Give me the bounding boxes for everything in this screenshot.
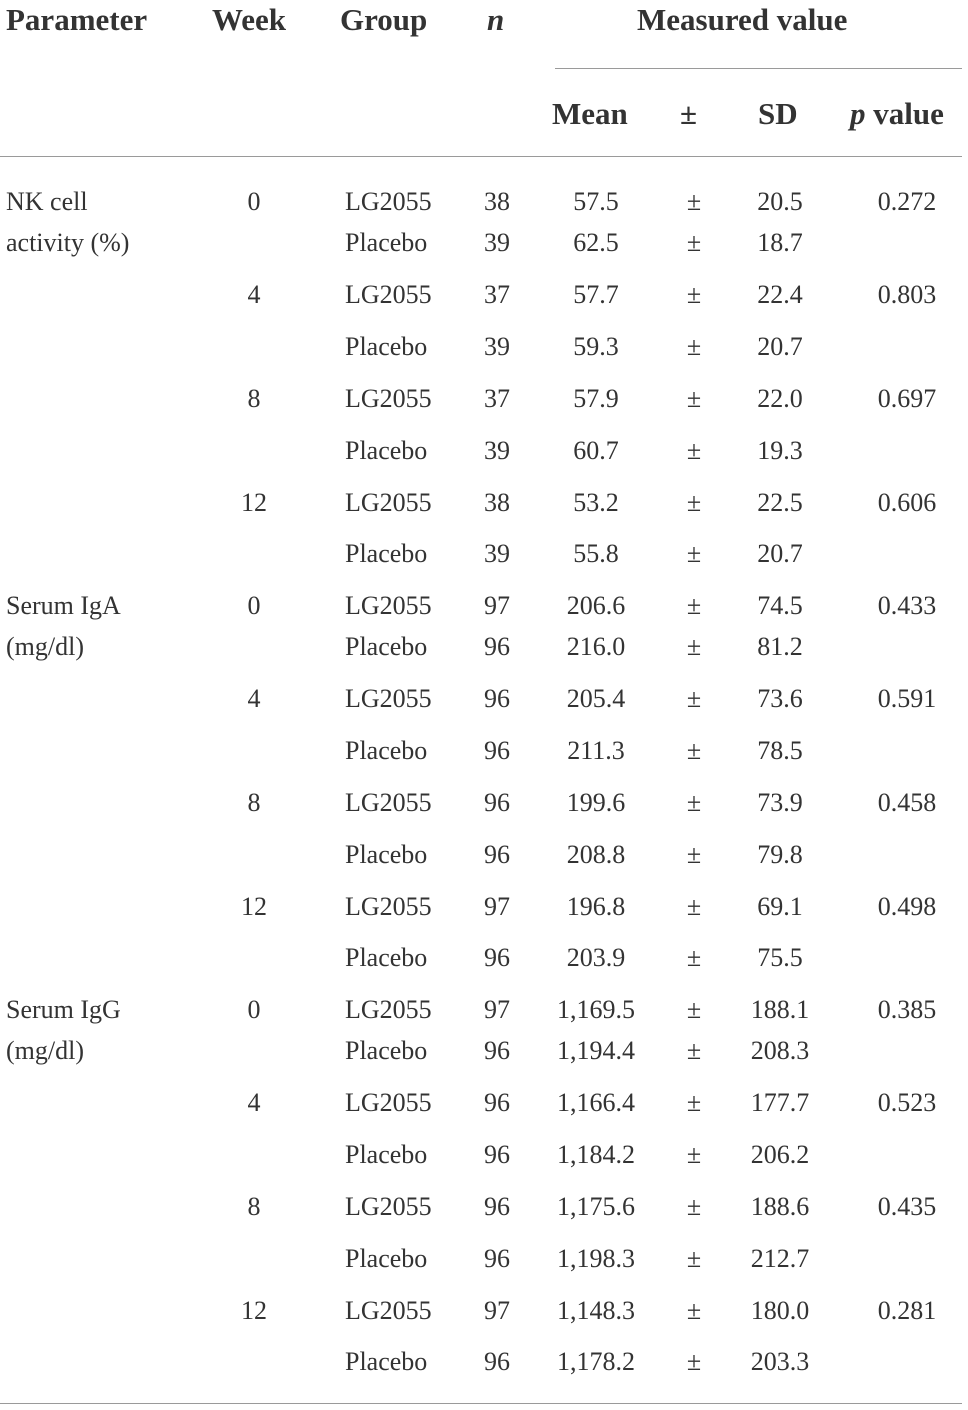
- cell-n: 37: [484, 384, 510, 413]
- cell-n: 97: [484, 591, 510, 620]
- pm-symbol: ±: [686, 736, 702, 765]
- cell-n: 97: [484, 892, 510, 921]
- cell-group: Placebo: [345, 632, 428, 661]
- cell-week: 0: [247, 995, 261, 1024]
- header-week: Week: [212, 2, 287, 37]
- cell-group: LG2055: [345, 995, 432, 1024]
- pm-symbol: ±: [686, 1244, 702, 1273]
- cell-week: 4: [247, 1088, 261, 1117]
- parameter-label-line2: (mg/dl): [6, 1036, 84, 1065]
- cell-mean: 1,166.4: [557, 1088, 635, 1117]
- cell-sd: 74.5: [757, 591, 803, 620]
- cell-sd: 22.5: [757, 488, 803, 517]
- pm-symbol: ±: [686, 280, 702, 309]
- header-sd: SD: [758, 96, 798, 131]
- cell-mean: 1,184.2: [557, 1140, 635, 1169]
- table-bottom-rule: [0, 1403, 962, 1404]
- cell-group: LG2055: [345, 591, 432, 620]
- cell-group: LG2055: [345, 684, 432, 713]
- cell-week: 0: [247, 187, 261, 216]
- cell-week: 0: [247, 591, 261, 620]
- cell-group: LG2055: [345, 892, 432, 921]
- pm-symbol: ±: [686, 943, 702, 972]
- parameter-label-line1: NK cell: [6, 187, 88, 216]
- pm-symbol: ±: [686, 332, 702, 361]
- cell-sd: 18.7: [757, 228, 803, 257]
- cell-p: 0.523: [877, 1088, 937, 1117]
- parameter-label-line2: (mg/dl): [6, 632, 84, 661]
- cell-week: 12: [241, 892, 267, 921]
- header-measured-value: Measured value: [637, 2, 848, 37]
- cell-p: 0.803: [877, 280, 937, 309]
- cell-group: LG2055: [345, 788, 432, 817]
- cell-sd: 69.1: [757, 892, 803, 921]
- pm-symbol: ±: [686, 1036, 702, 1065]
- pm-symbol: ±: [686, 840, 702, 869]
- cell-mean: 199.6: [566, 788, 626, 817]
- cell-sd: 22.0: [757, 384, 803, 413]
- cell-mean: 205.4: [566, 684, 626, 713]
- cell-group: LG2055: [345, 384, 432, 413]
- cell-p: 0.591: [877, 684, 937, 713]
- parameter-label-line1: Serum IgG: [6, 995, 121, 1024]
- cell-mean: 1,198.3: [557, 1244, 635, 1273]
- cell-mean: 53.2: [573, 488, 619, 517]
- cell-week: 4: [247, 684, 261, 713]
- cell-n: 97: [484, 995, 510, 1024]
- cell-mean: 211.3: [567, 736, 625, 765]
- cell-group: Placebo: [345, 228, 428, 257]
- header-n: n: [487, 2, 505, 37]
- cell-p: 0.697: [877, 384, 937, 413]
- cell-week: 8: [247, 1192, 261, 1221]
- header-p-italic: p: [850, 96, 866, 131]
- cell-week: 8: [247, 384, 261, 413]
- header-bottom-rule: [0, 156, 962, 157]
- cell-sd: 188.1: [750, 995, 810, 1024]
- cell-mean: 196.8: [566, 892, 626, 921]
- cell-mean: 203.9: [566, 943, 626, 972]
- cell-n: 96: [484, 840, 510, 869]
- cell-mean: 208.8: [566, 840, 626, 869]
- cell-group: LG2055: [345, 1192, 432, 1221]
- pm-symbol: ±: [686, 187, 702, 216]
- cell-sd: 20.7: [757, 332, 803, 361]
- cell-p: 0.281: [877, 1296, 937, 1325]
- cell-sd: 73.9: [757, 788, 803, 817]
- cell-mean: 57.9: [573, 384, 619, 413]
- cell-mean: 60.7: [573, 436, 619, 465]
- cell-mean: 57.7: [573, 280, 619, 309]
- cell-group: LG2055: [345, 280, 432, 309]
- parameter-label: [6, 593, 121, 660]
- cell-sd: 81.2: [757, 632, 803, 661]
- cell-n: 39: [484, 228, 510, 257]
- cell-mean: 1,178.2: [557, 1347, 635, 1376]
- cell-n: 96: [484, 1088, 510, 1117]
- cell-group: Placebo: [345, 1140, 428, 1169]
- cell-p: 0.385: [877, 995, 937, 1024]
- header-p-value: [850, 96, 944, 132]
- pm-symbol: ±: [686, 788, 702, 817]
- cell-sd: 20.7: [757, 539, 803, 568]
- cell-sd: 19.3: [757, 436, 803, 465]
- cell-mean: 1,175.6: [557, 1192, 635, 1221]
- cell-mean: 1,169.5: [557, 995, 635, 1024]
- cell-n: 96: [484, 1244, 510, 1273]
- cell-sd: 22.4: [757, 280, 803, 309]
- cell-mean: 62.5: [573, 228, 619, 257]
- cell-n: 38: [484, 187, 510, 216]
- header-pm: ±: [680, 96, 698, 131]
- cell-group: LG2055: [345, 1296, 432, 1325]
- pm-symbol: ±: [686, 488, 702, 517]
- pm-symbol: ±: [686, 436, 702, 465]
- cell-week: 4: [247, 280, 261, 309]
- pm-symbol: ±: [686, 591, 702, 620]
- cell-week: 8: [247, 788, 261, 817]
- cell-n: 97: [484, 1296, 510, 1325]
- header-parameter: Parameter: [6, 2, 148, 37]
- pm-symbol: ±: [686, 539, 702, 568]
- pm-symbol: ±: [686, 632, 702, 661]
- cell-p: 0.458: [877, 788, 937, 817]
- parameter-label: [6, 189, 129, 256]
- cell-group: Placebo: [345, 736, 428, 765]
- cell-group: Placebo: [345, 1347, 428, 1376]
- pm-symbol: ±: [686, 1192, 702, 1221]
- cell-group: Placebo: [345, 840, 428, 869]
- cell-week: 12: [241, 488, 267, 517]
- cell-sd: 78.5: [757, 736, 803, 765]
- cell-p: 0.435: [877, 1192, 937, 1221]
- cell-sd: 203.3: [750, 1347, 810, 1376]
- cell-sd: 212.7: [750, 1244, 810, 1273]
- cell-sd: 180.0: [750, 1296, 810, 1325]
- cell-n: 39: [484, 436, 510, 465]
- cell-mean: 1,194.4: [557, 1036, 635, 1065]
- cell-sd: 75.5: [757, 943, 803, 972]
- cell-group: Placebo: [345, 332, 428, 361]
- parameter-label: [6, 997, 121, 1064]
- cell-sd: 73.6: [757, 684, 803, 713]
- pm-symbol: ±: [686, 1347, 702, 1376]
- pm-symbol: ±: [686, 995, 702, 1024]
- pm-symbol: ±: [686, 684, 702, 713]
- cell-n: 96: [484, 684, 510, 713]
- pm-symbol: ±: [686, 1140, 702, 1169]
- cell-week: 12: [241, 1296, 267, 1325]
- cell-n: 38: [484, 488, 510, 517]
- pm-symbol: ±: [686, 384, 702, 413]
- cell-sd: 188.6: [750, 1192, 810, 1221]
- cell-n: 96: [484, 943, 510, 972]
- cell-n: 96: [484, 736, 510, 765]
- cell-n: 39: [484, 332, 510, 361]
- cell-n: 96: [484, 1192, 510, 1221]
- cell-mean: 57.5: [573, 187, 619, 216]
- cell-group: LG2055: [345, 187, 432, 216]
- pm-symbol: ±: [686, 228, 702, 257]
- cell-n: 96: [484, 1140, 510, 1169]
- cell-group: Placebo: [345, 436, 428, 465]
- cell-group: Placebo: [345, 539, 428, 568]
- header-subrule: [555, 68, 962, 69]
- cell-mean: 1,148.3: [557, 1296, 635, 1325]
- cell-n: 39: [484, 539, 510, 568]
- cell-group: LG2055: [345, 488, 432, 517]
- header-group: Group: [340, 2, 428, 37]
- cell-group: LG2055: [345, 1088, 432, 1117]
- cell-mean: 216.0: [566, 632, 626, 661]
- header-p-value-text: value: [865, 96, 944, 131]
- cell-sd: 206.2: [750, 1140, 810, 1169]
- parameter-label-line2: activity (%): [6, 228, 130, 257]
- cell-sd: 177.7: [750, 1088, 810, 1117]
- pm-symbol: ±: [686, 1088, 702, 1117]
- header-mean: Mean: [552, 96, 628, 131]
- pm-symbol: ±: [686, 892, 702, 921]
- cell-p: 0.606: [877, 488, 937, 517]
- cell-n: 96: [484, 1036, 510, 1065]
- cell-sd: 20.5: [757, 187, 803, 216]
- cell-p: 0.498: [877, 892, 937, 921]
- pm-symbol: ±: [686, 1296, 702, 1325]
- cell-n: 96: [484, 788, 510, 817]
- cell-p: 0.272: [877, 187, 937, 216]
- cell-group: Placebo: [345, 943, 428, 972]
- cell-mean: 59.3: [573, 332, 619, 361]
- cell-group: Placebo: [345, 1244, 428, 1273]
- parameter-label-line1: Serum IgA: [6, 591, 121, 620]
- cell-sd: 79.8: [757, 840, 803, 869]
- cell-p: 0.433: [877, 591, 937, 620]
- cell-mean: 55.8: [573, 539, 619, 568]
- cell-mean: 206.6: [566, 591, 626, 620]
- cell-group: Placebo: [345, 1036, 428, 1065]
- cell-n: 37: [484, 280, 510, 309]
- cell-n: 96: [484, 632, 510, 661]
- cell-n: 96: [484, 1347, 510, 1376]
- cell-sd: 208.3: [750, 1036, 810, 1065]
